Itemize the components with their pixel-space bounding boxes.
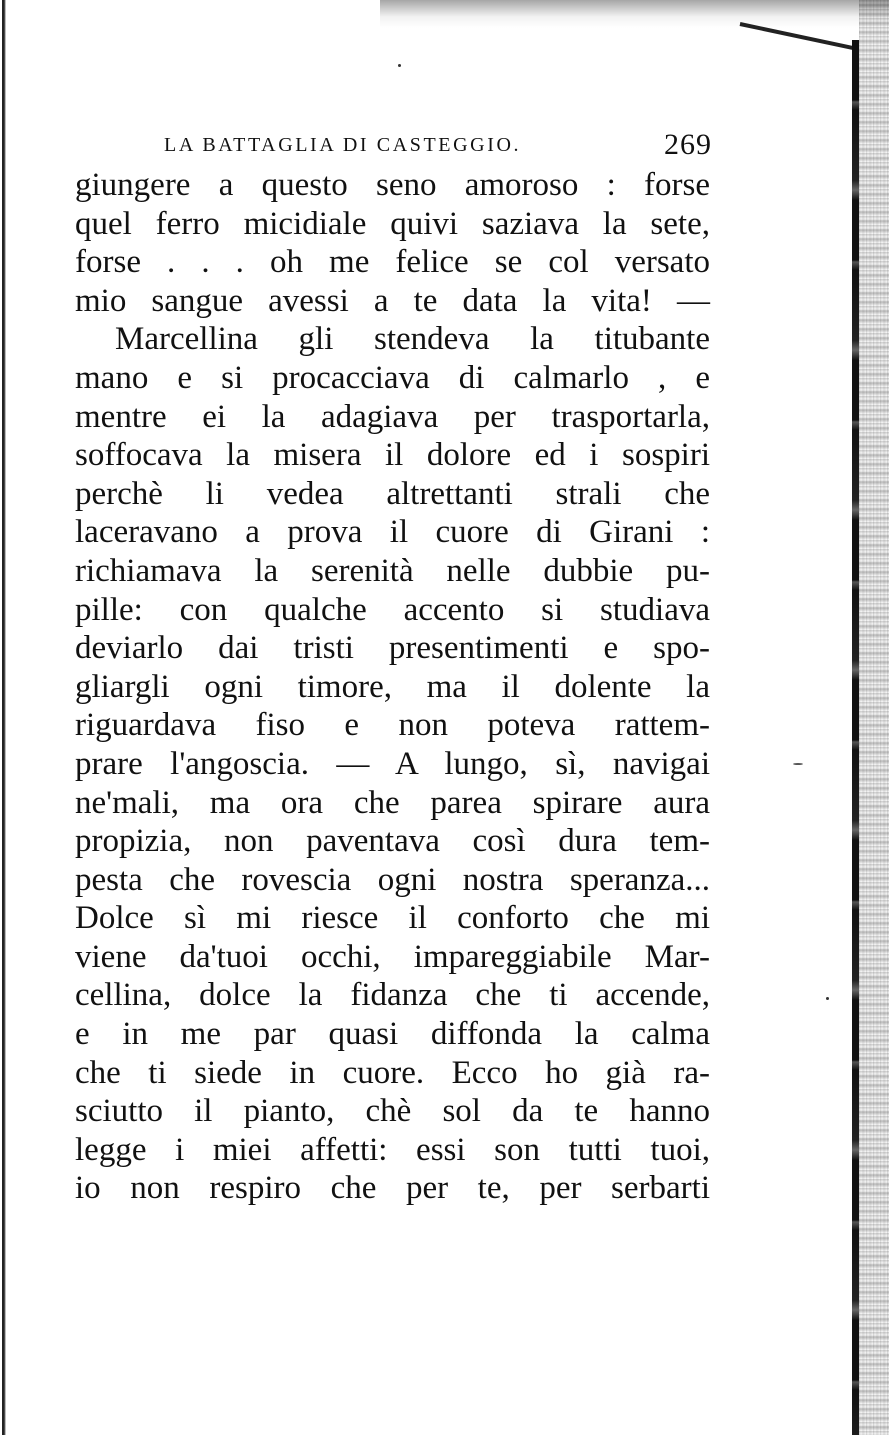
text-line: forse . . . oh me felice se col versato — [75, 244, 710, 281]
text-line: che ti siede in cuore. Ecco ho già ra- — [75, 1054, 710, 1091]
text-line: mio sangue avessi a te data la vita! — — [75, 282, 710, 319]
text-line: soffocava la misera il dolore ed i sospiri — [75, 437, 710, 474]
text-line: legge i miei affetti: essi son tutti tuoi, — [75, 1131, 710, 1168]
text-line: pesta che rovescia ogni nostra speranza... — [75, 861, 710, 898]
page-number: 269 — [664, 128, 712, 161]
running-header — [164, 128, 712, 168]
text-line: e in me par quasi diffonda la calma — [75, 1016, 710, 1053]
body-text — [75, 166, 710, 1208]
text-line: propizia, non paventava così dura tem- — [75, 823, 710, 860]
text-line: deviarlo dai tristi presentimenti e spo- — [75, 630, 710, 667]
text-line: pille: con qualche accento si studiava — [75, 591, 710, 628]
page-right-edge — [852, 40, 859, 1435]
text-line: mentre ei la adagiava per trasportarla, — [75, 398, 710, 435]
page-left-edge — [2, 0, 6, 1435]
text-line: io non respiro che per te, per serbarti — [75, 1170, 710, 1207]
text-line: ne'mali, ma ora che parea spirare aura — [75, 784, 710, 821]
text-line: perchè li vedea altrettanti strali che — [75, 475, 710, 512]
text-line: prare l'angoscia. — A lungo, sì, navigai — [75, 745, 710, 782]
text-line: richiamava la serenità nelle dubbie pu- — [75, 552, 710, 589]
text-line: gliargli ogni timore, ma il dolente la — [75, 668, 710, 705]
text-line: mano e si procacciava di calmarlo , e — [75, 359, 710, 396]
running-title: LA BATTAGLIA DI CASTEGGIO. — [164, 134, 522, 156]
text-line: viene da'tuoi occhi, impareggiabile Mar- — [75, 938, 710, 975]
text-line: quel ferro micidiale quivi saziava la sete, — [75, 205, 710, 242]
text-line: Marcellina gli stendeva la titubante — [115, 321, 710, 358]
text-line: cellina, dolce la fidanza che ti accende, — [75, 977, 710, 1014]
text-line: Dolce sì mi riesce il conforto che mi — [75, 900, 710, 937]
text-line: giungere a questo seno amoroso : forse — [75, 167, 710, 203]
text-line: laceravano a prova il cuore di Girani : — [75, 514, 710, 551]
scan-speck — [793, 763, 803, 765]
page-top-shadow — [380, 0, 889, 28]
text-line: sciutto il pianto, chè sol da te hanno — [75, 1093, 710, 1130]
scan-speck — [826, 997, 829, 1000]
scan-speck — [398, 64, 401, 67]
page-right-margin-noise — [859, 0, 889, 1435]
text-line: riguardava fiso e non poteva rattem- — [75, 707, 710, 744]
